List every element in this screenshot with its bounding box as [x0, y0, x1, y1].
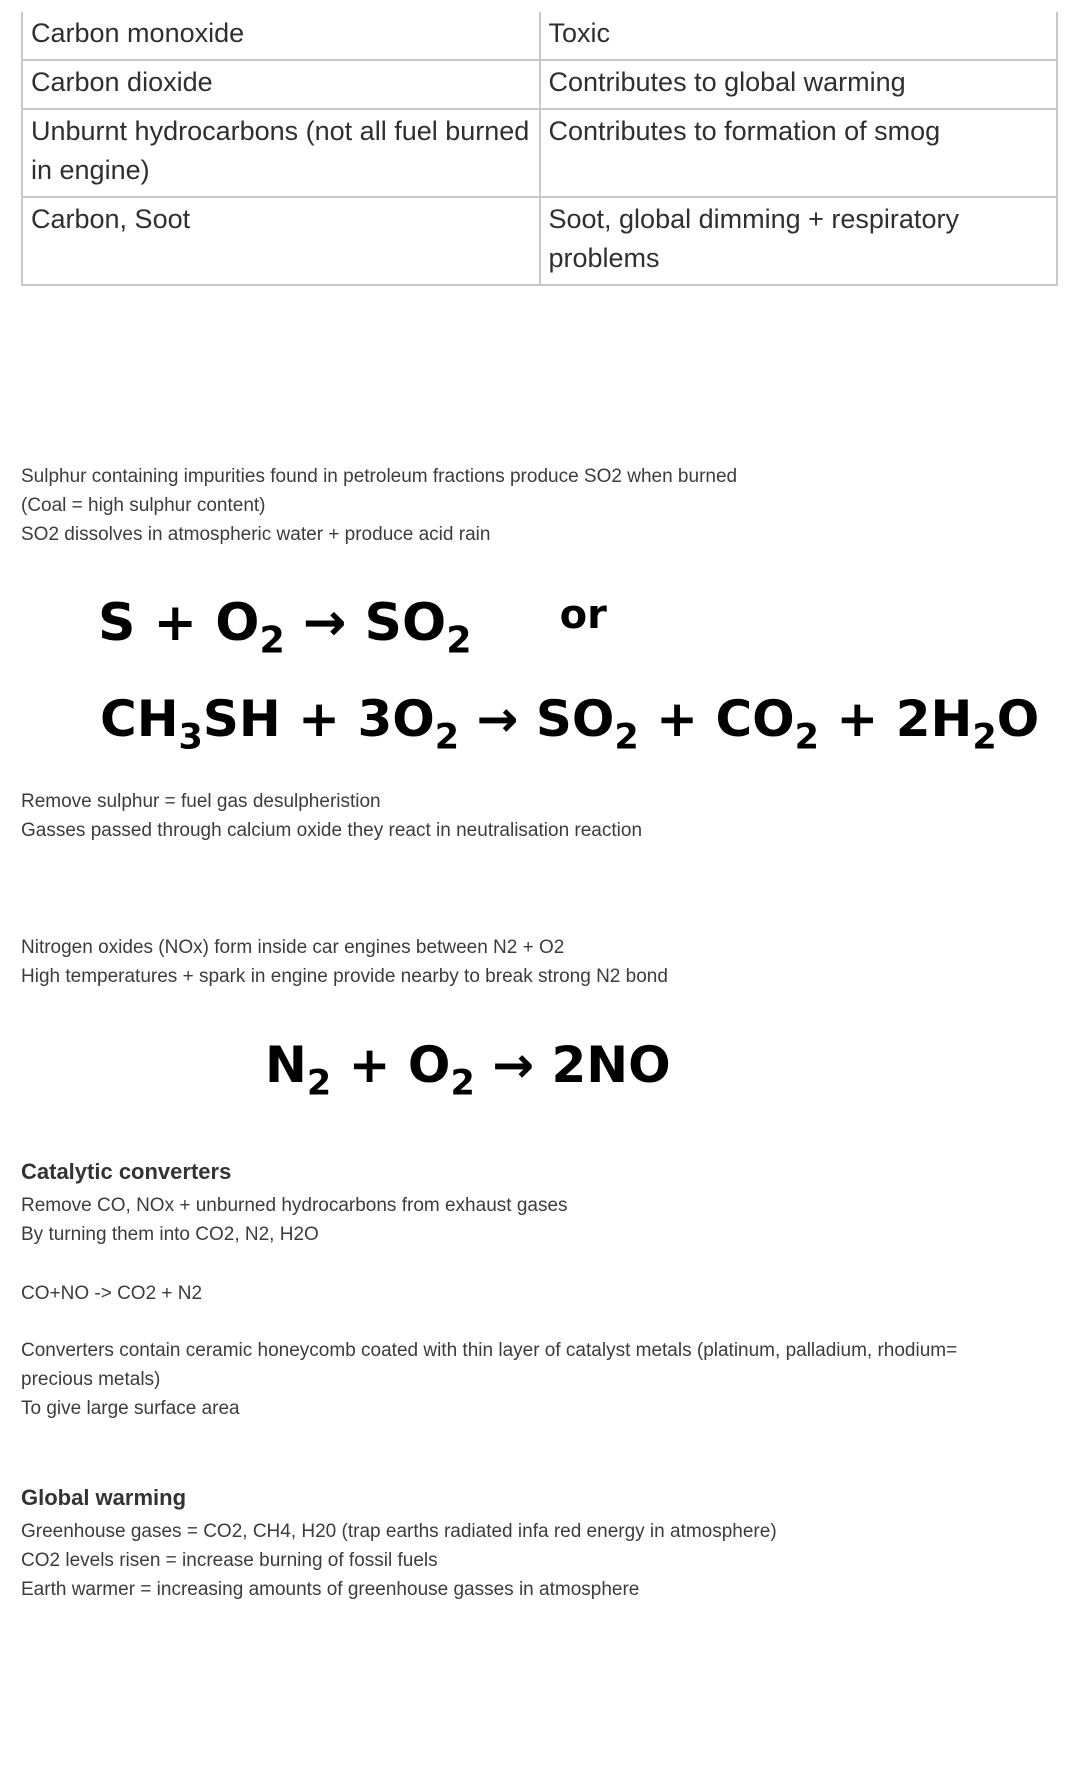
global-warming-heading: Global warming	[21, 1485, 187, 1510]
text-line: Earth warmer = increasing amounts of greenhouse gasses in atmosphere	[21, 1579, 640, 1600]
text-line: By turning them into CO2, N2, H2O	[21, 1224, 319, 1245]
catalytic-reaction: CO+NO -> CO2 + N2	[21, 1283, 203, 1304]
equation-nitrogen: $N_2 + O_2 \to 2NO$	[265, 1036, 671, 1104]
sulphur-text	[21, 462, 737, 549]
text-line: (Coal = high sulphur content)	[21, 495, 266, 516]
catalytic-heading: Catalytic converters	[21, 1159, 232, 1184]
text-line: Remove sulphur = fuel gas desulpheristion	[21, 791, 381, 812]
text-line: Converters contain ceramic honeycomb coated with thin layer of catalyst metals (platinum, palladium, rhodium=	[21, 1340, 958, 1361]
or-label: or	[559, 592, 607, 638]
equation-methanethiol: $CH_3SH + 3O_2 \to SO_2 + CO_2 + 2H_2O$	[100, 690, 1040, 758]
table-cell: Soot, global dimming + respiratory problems	[540, 197, 1058, 285]
table-row	[22, 197, 1057, 285]
equation-sulphur-oxygen: $S + O_2 \to SO_2$ $^{or}$	[98, 592, 607, 662]
text-line: Remove CO, NOx + unburned hydrocarbons from exhaust gases	[21, 1195, 568, 1216]
removal-text	[21, 787, 642, 845]
global-warming-text	[21, 1517, 777, 1604]
nitrogen-text	[21, 933, 668, 991]
table-row	[22, 12, 1057, 60]
text-line: Nitrogen oxides (NOx) form inside car engines between N2 + O2	[21, 937, 565, 958]
catalytic-text	[21, 1191, 568, 1249]
text-line: Gasses passed through calcium oxide they react in neutralisation reaction	[21, 820, 643, 841]
table-cell: Carbon dioxide	[22, 60, 540, 109]
table-row	[22, 60, 1057, 109]
text-line: High temperatures + spark in engine provide nearby to break strong N2 bond	[21, 966, 668, 987]
converters-text	[21, 1336, 957, 1423]
text-line: Greenhouse gases = CO2, CH4, H20 (trap earths radiated infa red energy in atmosphere)	[21, 1521, 777, 1542]
text-line: CO2 levels risen = increase burning of fossil fuels	[21, 1550, 438, 1571]
pollutants-table	[21, 12, 1058, 286]
text-line: To give large surface area	[21, 1398, 240, 1419]
table-cell: Unburnt hydrocarbons (not all fuel burned in engine)	[22, 109, 540, 197]
text-line: precious metals)	[21, 1369, 161, 1390]
table-cell: Contributes to global warming	[540, 60, 1058, 109]
table-cell: Toxic	[540, 12, 1058, 60]
table-cell: Contributes to formation of smog	[540, 109, 1058, 197]
table-row	[22, 109, 1057, 197]
table-cell: Carbon monoxide	[22, 12, 540, 60]
text-line: Sulphur containing impurities found in petroleum fractions produce SO2 when burned	[21, 466, 738, 487]
table-cell: Carbon, Soot	[22, 197, 540, 285]
text-line: SO2 dissolves in atmospheric water + produce acid rain	[21, 524, 491, 545]
